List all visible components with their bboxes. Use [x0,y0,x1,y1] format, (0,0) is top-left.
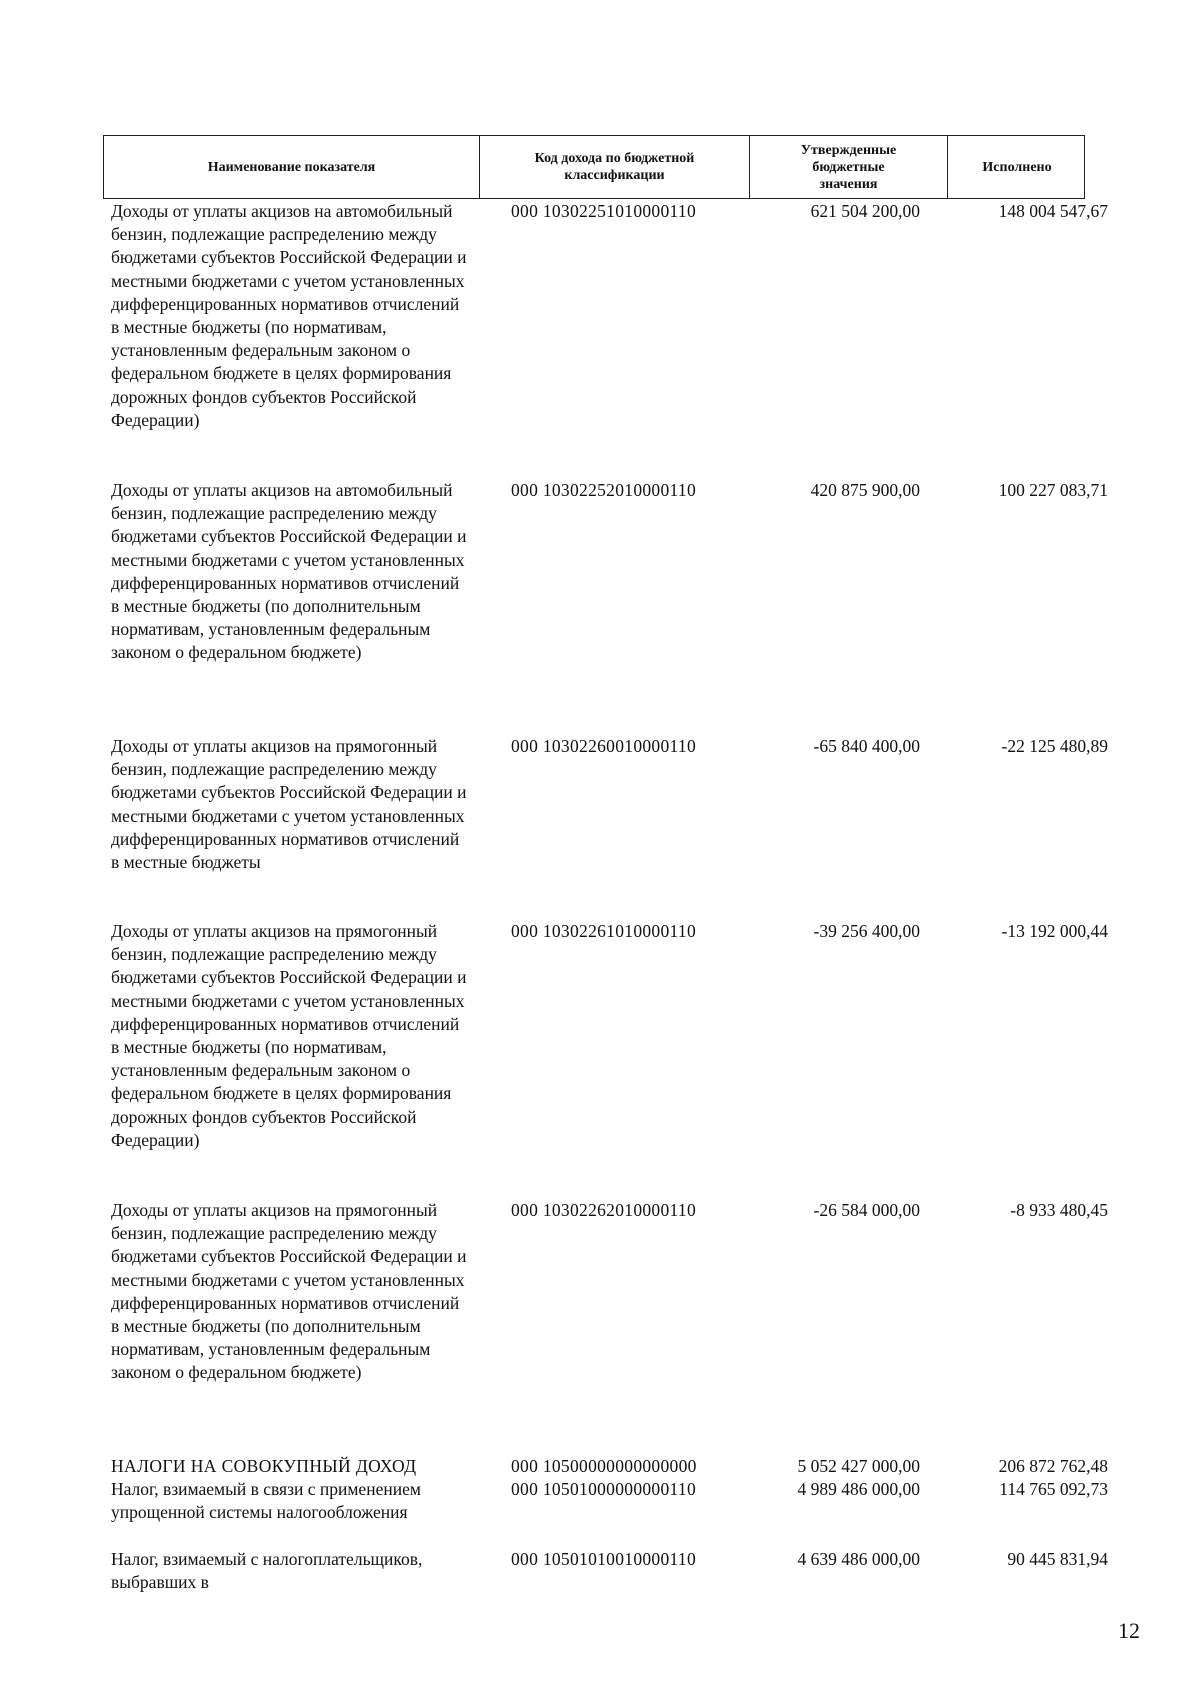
row-code: 000 10302261010000110 [511,921,697,941]
row-name: Доходы от уплаты акцизов на прямогонный бензин, подлежащие распределению между бюджетами субъектов Российской Федерации и местными бюджетами с учетом установленных дифференцированных нормативов отчислений в местные бюджеты (по нормативам, установленным федеральным законом о федеральном бюджете в целях формирования дорожных фондов субъектов Российской Федерации) [111,921,467,1150]
table-header [103,135,1085,199]
row-approved: 420 875 900,00 [810,480,920,500]
row-executed: 206 872 762,48 [998,1456,1108,1476]
row-executed: 114 765 092,73 [999,1479,1108,1499]
row-executed: -22 125 480,89 [1001,736,1108,756]
header-executed: Исполнено [982,159,1052,175]
row-code: 000 10302260010000110 [511,736,697,756]
row-code: 000 10302252010000110 [511,480,697,500]
header-approved: Утвержденные бюджетные значения [750,136,948,198]
page-number: 12 [1118,1618,1140,1643]
row-code: 000 10501000000000110 [511,1479,697,1499]
row-name: НАЛОГИ НА СОВОКУПНЫЙ ДОХОД [111,1456,417,1476]
row-executed: 90 445 831,94 [1007,1549,1108,1569]
row-executed: 100 227 083,71 [998,480,1108,500]
row-approved: 5 052 427 000,00 [797,1456,920,1476]
row-approved: -26 584 000,00 [813,1200,920,1220]
row-code: 000 10302251010000110 [511,201,697,221]
row-name: Налог, взимаемый с налогоплательщиков, выбравших в [111,1549,423,1593]
row-code: 000 10501010010000110 [511,1549,697,1569]
row-code: 000 10500000000000000 [511,1456,697,1476]
row-approved: 621 504 200,00 [810,201,920,221]
row-executed: -13 192 000,44 [1001,921,1108,941]
header-name: Наименование показателя [104,136,480,198]
row-approved: 4 989 486 000,00 [797,1479,920,1499]
row-approved: 4 639 486 000,00 [797,1549,920,1569]
row-name: Доходы от уплаты акцизов на автомобильный бензин, подлежащие распределению между бюджетами субъектов Российской Федерации и местными бюджетами с учетом установленных дифференцированных нормативов отчислений в местные бюджеты (по нормативам, установленным федеральным законом о федеральном бюджете в целях формирования дорожных фондов субъектов Российской Федерации) [111,201,467,430]
row-approved: -65 840 400,00 [813,736,920,756]
row-executed: -8 933 480,45 [1010,1200,1108,1220]
row-name: Доходы от уплаты акцизов на прямогонный бензин, подлежащие распределению между бюджетами субъектов Российской Федерации и местными бюджетами с учетом установленных дифференцированных нормативов отчислений в местные бюджеты [111,736,467,873]
row-approved: -39 256 400,00 [813,921,920,941]
row-name: Доходы от уплаты акцизов на автомобильный бензин, подлежащие распределению между бюджетами субъектов Российской Федерации и местными бюджетами с учетом установленных дифференцированных нормативов отчислений в местные бюджеты (по дополнительным нормативам, установленным федеральным законом о федеральном бюджете) [111,480,467,663]
header-code: Код дохода по бюджетной классификации [480,136,750,198]
row-name: Доходы от уплаты акцизов на прямогонный бензин, подлежащие распределению между бюджетами субъектов Российской Федерации и местными бюджетами с учетом установленных дифференцированных нормативов отчислений в местные бюджеты (по дополнительным нормативам, установленным федеральным законом о федеральном бюджете) [111,1200,467,1383]
row-code: 000 10302262010000110 [511,1200,697,1220]
row-executed: 148 004 547,67 [998,201,1108,221]
row-name: Налог, взимаемый в связи с применением упрощенной системы налогообложения [111,1479,421,1523]
